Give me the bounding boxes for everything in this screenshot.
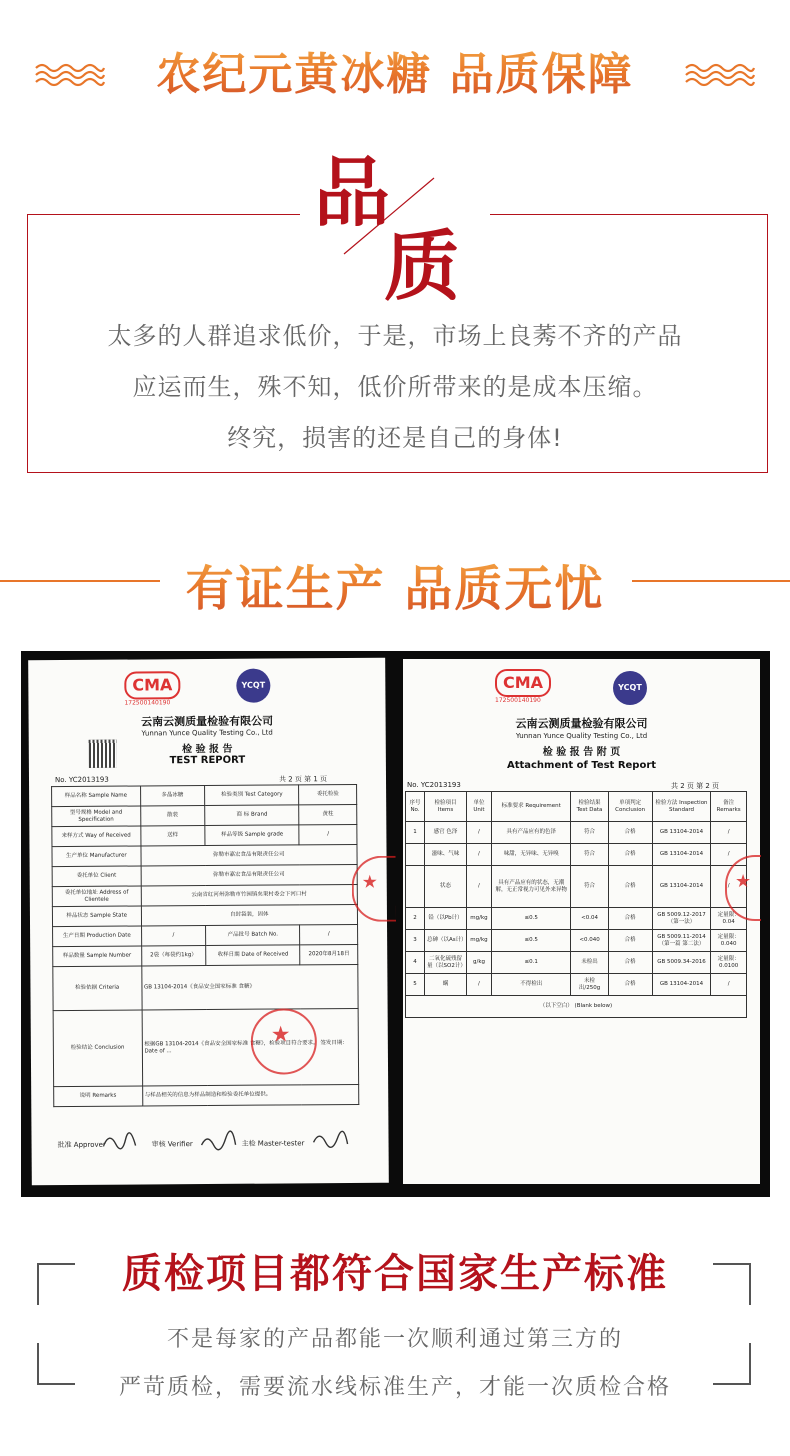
report-title-cn: 检 验 报 告: [182, 743, 233, 756]
cma-logo-icon: CMA: [124, 671, 180, 699]
attachment-title-cn: 检 验 报 告 附 页: [542, 747, 621, 758]
report-table: 样品名称 Sample Name 多晶冰糖 检验类别 Test Category 委托检验 型号规格 Model and Specification 散装 商 标 Brand 黄柱 来样方式 Way of Received 送样 样品等级 Sample grade / 生产单位 Manufacturer 弥勒市嘉宏食品有限责任公司 委托单位 Client 弥勒市嘉宏食品有限责任公司 委托单位地址 Address of Clientele 云南省红河州弥勒市竹园镇矣果村委会下河口村 样品状态 Sample State 自封袋装，固体 生产日期 Production Date / 产品批号 Batch No. / 样品数量 Sample Number 2袋（每袋约1kg） 收样日期 Date of Received 2020年8月18日 检验依据 Criteria GB 13104-2014《食品安全国家标准 食糖》 检验结论 Conclusion 根据GB 13104-2014《食品安全国家标准 食糖》，检验项目符合要求。 签发日期：Date of ... 说明 Remarks 与样品相关的信息为样品制造和检验委托单位提供。: [51, 784, 359, 1107]
standard-text-line-1: 不是每家的产品都能一次顺利通过第三方的: [166, 1327, 623, 1352]
attachment-title-en: Attachment of Test Report: [506, 760, 657, 771]
section-title-quality: 农纪元黄冰糖 品质保障: [0, 38, 790, 102]
cma-number-2: 172500140190: [495, 697, 541, 704]
section-title-standard: 质检项目都符合国家生产标准: [122, 1250, 668, 1297]
stamp-edge-star-icon: ★: [361, 871, 378, 893]
page-indicator-2: 共 2 页 第 2 页: [671, 782, 720, 790]
big-char-pin: 品: [314, 148, 390, 237]
stamp-star-icon: ★: [270, 1022, 291, 1048]
tester-label: 主检 Master-tester: [241, 1139, 305, 1148]
company-name-cn: 云南云测质量检验有限公司: [141, 714, 274, 729]
big-char-zhi: 质: [384, 222, 460, 311]
cma-logo-icon-2: CMA: [495, 669, 551, 697]
ycqt-logo-icon-2: YCQT: [613, 671, 647, 705]
test-report-page-1: [28, 658, 389, 1185]
attachment-table: 序号 No. 检验项目 Items 单位 Unit 标准要求 Requirement 检验结果 Test Data 单项判定 Conclusion 检验方法 Inspection Standard 备注 Remarks 1 感官 色泽 / 具有产品应有的色泽 符合 合格 GB 13104-2014 / 滋味、气味 / 味甜，无异味、无异嗅 符合 合格 GB 13104-2014 / 状态 / 具有产品应有的状态，无潮解，无正常视力可见外来异物 符合 合格 GB 13104-2014 / 2 铅（以Pb计） mg/kg ≤0.5 <0.04 合格 GB 5009.12-2017（第一法） 定量限：0.04 3 总砷（以As计） mg/kg ≤0.5 <0.040 合格 GB 5009.11-2014（第一篇 第二法） 定量限：0.040 4 二氧化硫残留量（以SO2计） g/kg ≤0.1 未检出 合格 GB 5009.34-2016 定量限：0.0100 5 螨 / 不得检出 未检出/250g 合格 GB 13104-2014 / （以下空白） (Blank below): [405, 791, 747, 1018]
report-number: No. YC2013193: [54, 775, 109, 785]
qr-code-icon: [89, 740, 117, 768]
section-title-certified: 有证生产 品质无忧: [0, 550, 790, 619]
ycqt-logo-icon: YCQT: [236, 669, 270, 703]
quality-text-line-1: 太多的人群追求低价，于是，市场上良莠不齐的产品: [107, 322, 683, 350]
verifier-label: 审核 Verifier: [151, 1140, 193, 1149]
approver-label: 批准 Approver: [57, 1140, 106, 1150]
company-name-en-2: Yunnan Yunce Quality Testing Co., Ltd: [515, 732, 648, 740]
company-name-en: Yunnan Yunce Quality Testing Co., Ltd: [141, 728, 273, 738]
report-number-2: No. YC2013193: [407, 781, 461, 789]
quality-text-line-3: 终究，损害的还是自己的身体!: [227, 424, 563, 452]
slash-decoration-icon: [330, 176, 450, 256]
company-name-cn-2: 云南云测质量检验有限公司: [515, 717, 648, 730]
test-report-page-2: [403, 659, 760, 1184]
stamp-edge-star-icon-2: ★: [735, 871, 752, 892]
signatures-icon: [101, 1128, 361, 1156]
standard-text-line-2: 严苛质检，需要流水线标准生产，才能一次质检合格: [118, 1375, 671, 1400]
page-indicator: 共 2 页 第 1 页: [278, 775, 328, 784]
certificate-panel: [21, 651, 770, 1197]
report-title-en: TEST REPORT: [169, 754, 246, 767]
quality-text-line-2: 应运而生，殊不知，低价所带来的是成本压缩。: [132, 373, 658, 401]
cma-number: 172500140190: [124, 699, 171, 707]
